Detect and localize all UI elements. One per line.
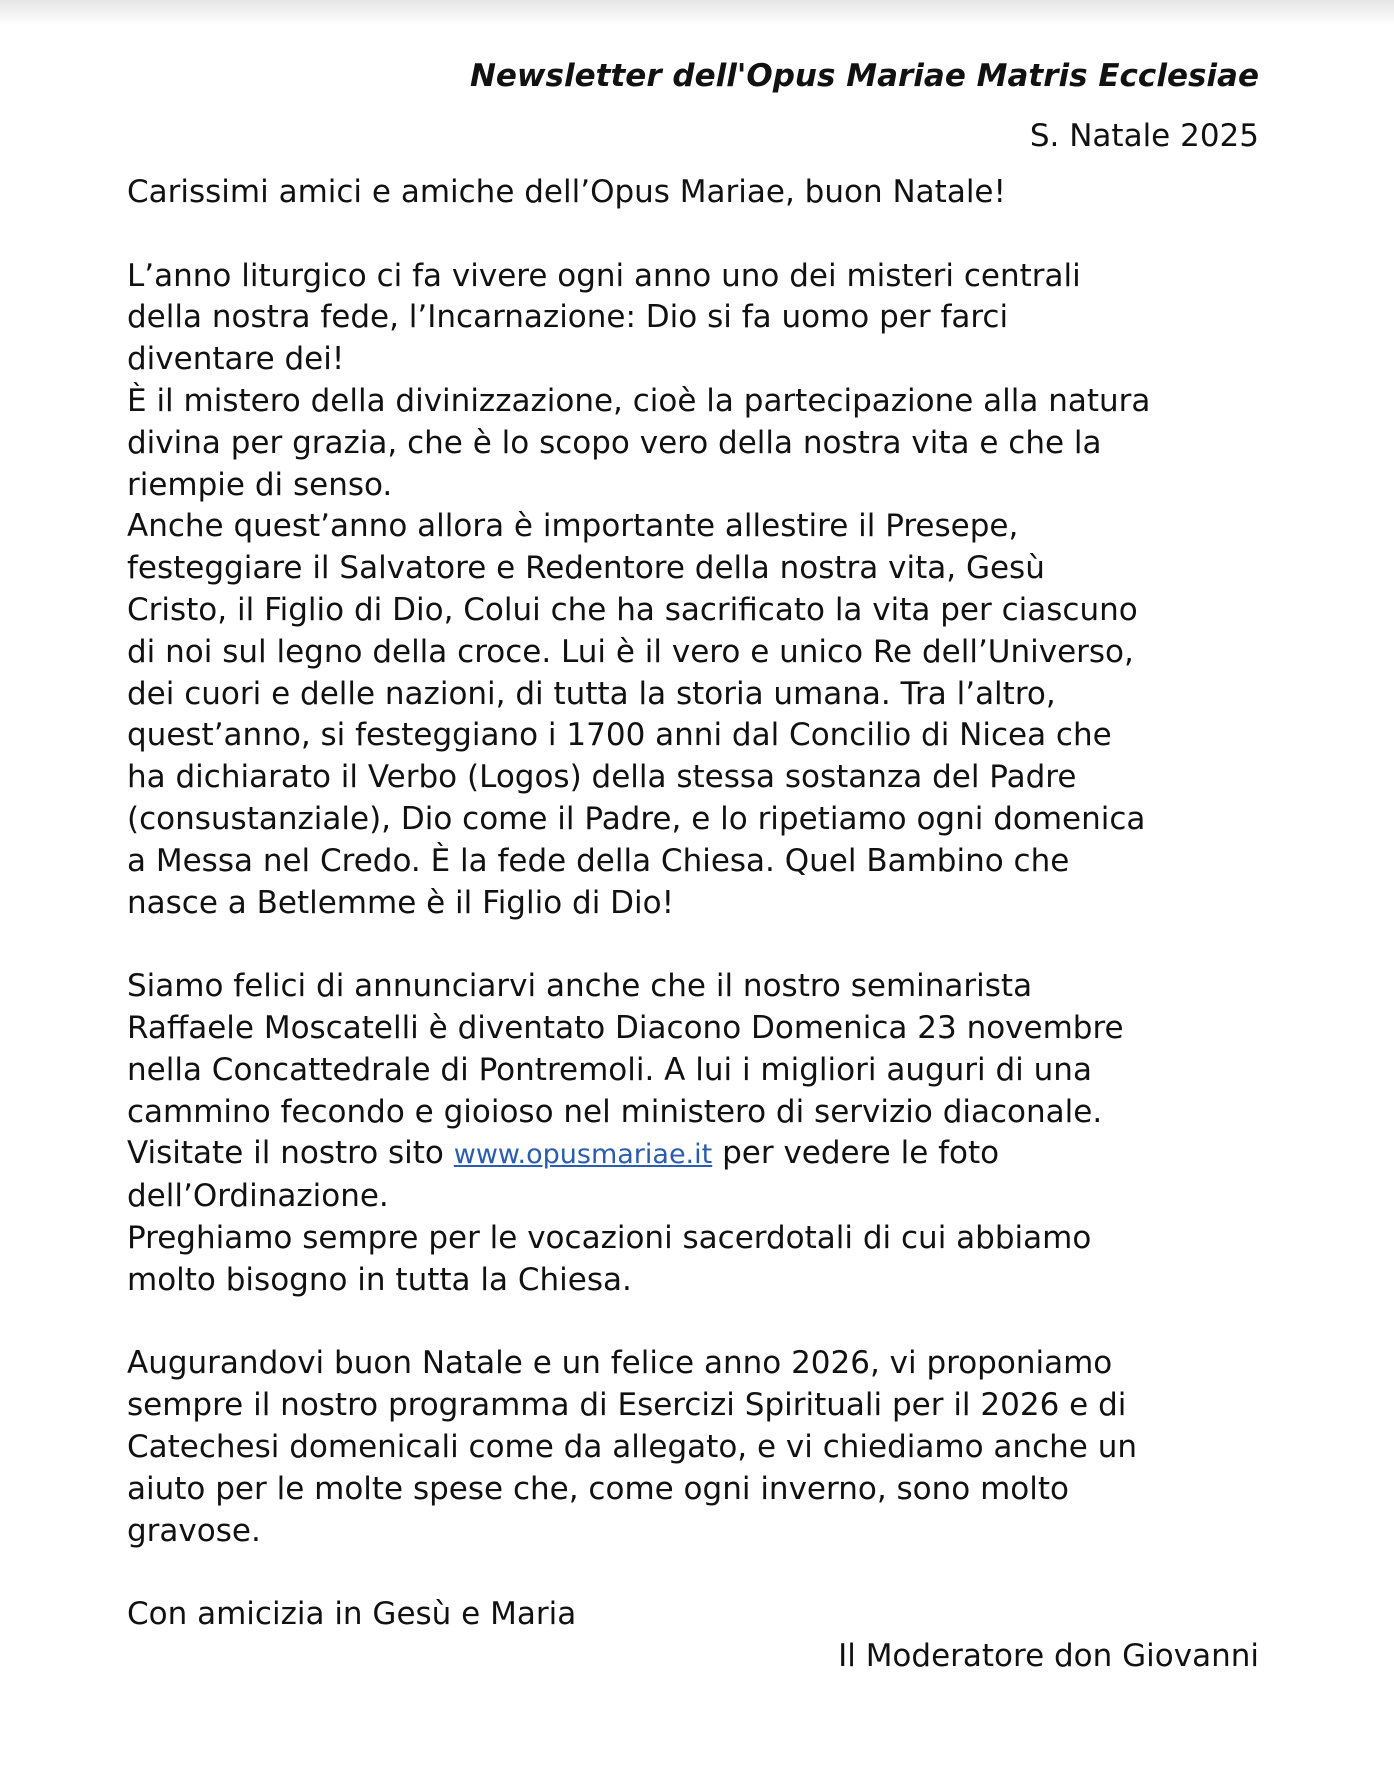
top-shadow xyxy=(0,0,1394,26)
paragraph-incarnation: L’anno liturgico ci fa vivere ogni anno uno dei misteri centrali della nostra fede, l’Incarnazione: Dio si fa uomo per farci diventare dei! È il mistero della divinizzazione, cioè la partecipazione alla natura divina per grazia, che è lo scopo vero della nostra vita e che la riempie di senso. Anche quest’anno allora è importante allestire il Presepe, festeggiare il Salvatore e Redentore della nostra vita, Gesù Cristo, il Figlio di Dio, Colui che ha sacrificato la vita per ciascuno di noi sul legno della croce. Lui è il vero e unico Re dell’Universo, dei cuori e delle nazioni, di tutta la storia umana. Tra l’altro, quest’anno, si festeggiano i 1700 anni dal Concilio di Nicea che ha dichiarato il Verbo (Logos) della stessa sostanza del Padre (consustanziale), Dio come il Padre, e lo ripetiamo ogni domenica a Messa nel Credo. È la fede della Chiesa. Quel Bambino che nasce a Betlemme è il Figlio di Dio! xyxy=(127,257,1151,921)
newsletter-letter xyxy=(127,52,1259,1678)
paragraph-gap xyxy=(127,1552,1259,1594)
newsletter-title: Newsletter dell'Opus Mariae Matris Ecclesiae xyxy=(469,58,1259,94)
paragraph-gap xyxy=(127,924,1259,966)
paragraph-deacon xyxy=(127,966,1259,1301)
paragraph-wishes: Augurandovi buon Natale e un felice anno 2026, vi proponiamo sempre il nostro programma di Esercizi Spirituali per il 2026 e di Catechesi domenicali come da allegato, e vi chiediamo anche un aiuto per le molte spese che, come ogni inverno, sono molto gravose. xyxy=(127,1345,1137,1549)
signature: Il Moderatore don Giovanni xyxy=(838,1637,1259,1674)
website-link[interactable]: www.opusmariae.it xyxy=(453,1139,713,1171)
paragraph-gap xyxy=(127,214,1259,256)
greeting: Carissimi amici e amiche dell’Opus Mariae, buon Natale! xyxy=(127,174,1006,210)
paragraph-gap xyxy=(127,1302,1259,1344)
newsletter-date: S. Natale 2025 xyxy=(1029,118,1259,154)
paragraph-deacon-text-after: per vedere le foto dell’Ordinazione. Preghiamo sempre per le vocazioni sacerdotali di cui abbiamo molto bisogno in tutta la Chiesa. xyxy=(127,1135,1092,1298)
closing-line: Con amicizia in Gesù e Maria xyxy=(127,1596,577,1633)
paragraph-deacon-text-before: Siamo felici di annunciarvi anche che il nostro seminarista Raffaele Moscatelli è diventato Diacono Domenica 23 novembre nella Concattedrale di Pontremoli. A lui i migliori auguri di una cammino fecondo e gioioso nel ministero di servizio diaconale. Visitate il nostro sito xyxy=(127,968,1124,1172)
